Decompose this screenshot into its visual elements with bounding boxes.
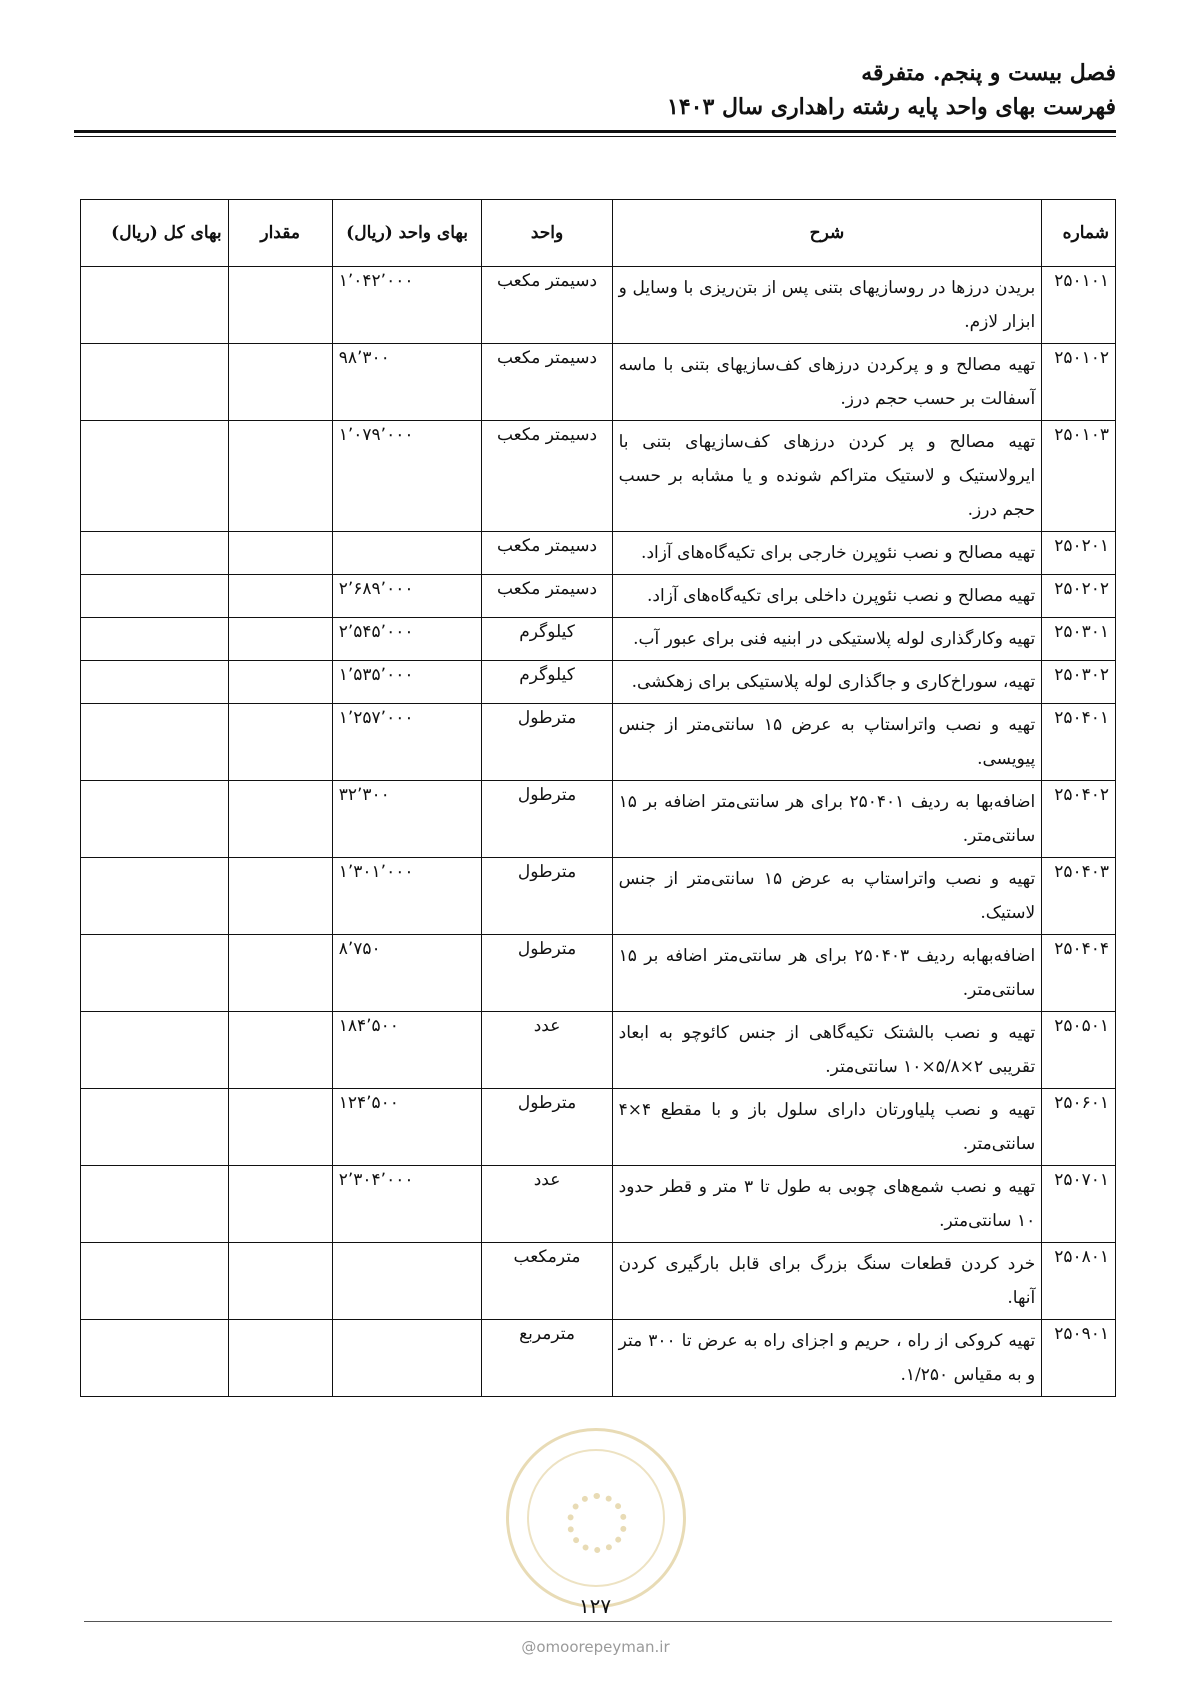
row-unit: دسیمتر مکعب xyxy=(482,532,612,575)
row-description: بریدن درزها در روسازیهای بتنی پس از بتن‌ریزی با وسایل و ابزار لازم. xyxy=(612,267,1042,344)
row-unit: دسیمتر مکعب xyxy=(482,267,612,344)
row-unit: کیلوگرم xyxy=(482,618,612,661)
column-header-unit-price: بهای واحد (ریال) xyxy=(332,200,482,267)
column-header-quantity: مقدار xyxy=(228,200,332,267)
row-total-price xyxy=(81,935,229,1012)
row-unit: مترطول xyxy=(482,704,612,781)
row-total-price xyxy=(81,267,229,344)
watermark-seal xyxy=(506,1428,686,1608)
table-row xyxy=(81,661,1116,704)
row-description: تهیه و نصب پلیاورتان دارای سلول باز و با مقطع ۴×۴ سانتی‌متر. xyxy=(612,1089,1042,1166)
row-code: ۲۵۰۴۰۲ xyxy=(1042,781,1116,858)
row-quantity xyxy=(228,575,332,618)
row-unit: مترطول xyxy=(482,858,612,935)
table-row xyxy=(81,1012,1116,1089)
price-table xyxy=(80,199,1116,1397)
page-header xyxy=(74,58,1116,122)
row-description: خرد کردن قطعات سنگ بزرگ برای قابل بارگیری کردن آنها. xyxy=(612,1243,1042,1320)
row-code: ۲۵۰۳۰۲ xyxy=(1042,661,1116,704)
row-quantity xyxy=(228,532,332,575)
table-row xyxy=(81,267,1116,344)
row-code: ۲۵۰۲۰۲ xyxy=(1042,575,1116,618)
header-rule-thick xyxy=(74,130,1116,133)
row-total-price xyxy=(81,421,229,532)
row-unit-price xyxy=(332,532,482,575)
table-row xyxy=(81,858,1116,935)
row-unit-price: ۹۸٬۳۰۰ xyxy=(332,344,482,421)
row-code: ۲۵۰۷۰۱ xyxy=(1042,1166,1116,1243)
website-watermark: @omoorepeyman.ir xyxy=(521,1638,670,1656)
row-quantity xyxy=(228,858,332,935)
row-unit: مترمربع xyxy=(482,1320,612,1397)
row-description: اضافه‌بها به ردیف ۲۵۰۴۰۱ برای هر سانتی‌متر اضافه بر ۱۵ سانتی‌متر. xyxy=(612,781,1042,858)
row-code: ۲۵۰۱۰۳ xyxy=(1042,421,1116,532)
row-description: تهیه و نصب شمع‌های چوبی به طول تا ۳ متر و قطر حدود ۱۰ سانتی‌متر. xyxy=(612,1166,1042,1243)
table-row xyxy=(81,781,1116,858)
row-quantity xyxy=(228,618,332,661)
row-quantity xyxy=(228,935,332,1012)
row-unit: عدد xyxy=(482,1012,612,1089)
table-row xyxy=(81,532,1116,575)
row-quantity xyxy=(228,267,332,344)
row-unit: مترطول xyxy=(482,935,612,1012)
row-quantity xyxy=(228,1089,332,1166)
row-unit-price: ۲٬۳۰۴٬۰۰۰ xyxy=(332,1166,482,1243)
row-unit: کیلوگرم xyxy=(482,661,612,704)
row-description: تهیه، سوراخ‌کاری و جاگذاری لوله پلاستیکی برای زهکشی. xyxy=(612,661,1042,704)
row-description: تهیه مصالح و نصب نئوپرن خارجی برای تکیه‌گاه‌های آزاد. xyxy=(612,532,1042,575)
row-unit-price: ۱٬۰۷۹٬۰۰۰ xyxy=(332,421,482,532)
row-unit-price: ۲٬۶۸۹٬۰۰۰ xyxy=(332,575,482,618)
row-unit: مترطول xyxy=(482,1089,612,1166)
row-code: ۲۵۰۴۰۱ xyxy=(1042,704,1116,781)
table-row xyxy=(81,1243,1116,1320)
row-quantity xyxy=(228,704,332,781)
row-description: تهیه و نصب بالشتک تکیه‌گاهی از جنس کائوچو به ابعاد تقریبی ۲×۵/۸×۱۰ سانتی‌متر. xyxy=(612,1012,1042,1089)
row-unit: مترمکعب xyxy=(482,1243,612,1320)
row-unit-price: ۱٬۵۳۵٬۰۰۰ xyxy=(332,661,482,704)
price-list-title: فهرست بهای واحد پایه رشته راهداری سال ۱۴۰۳ xyxy=(667,94,1116,120)
table-row xyxy=(81,1320,1116,1397)
column-header-unit: واحد xyxy=(482,200,612,267)
row-quantity xyxy=(228,344,332,421)
row-total-price xyxy=(81,858,229,935)
row-total-price xyxy=(81,344,229,421)
row-code: ۲۵۰۵۰۱ xyxy=(1042,1012,1116,1089)
row-unit: دسیمتر مکعب xyxy=(482,344,612,421)
row-description: تهیه کروکی از راه ، حریم و اجزای راه به عرض تا ۳۰۰ متر و به مقیاس ۱/۲۵۰. xyxy=(612,1320,1042,1397)
table-row xyxy=(81,1166,1116,1243)
row-unit-price: ۱٬۳۰۱٬۰۰۰ xyxy=(332,858,482,935)
row-total-price xyxy=(81,1089,229,1166)
row-quantity xyxy=(228,1320,332,1397)
row-code: ۲۵۰۳۰۱ xyxy=(1042,618,1116,661)
row-unit-price: ۲٬۵۴۵٬۰۰۰ xyxy=(332,618,482,661)
table-row xyxy=(81,935,1116,1012)
row-quantity xyxy=(228,661,332,704)
table-body xyxy=(81,267,1116,1397)
row-unit-price: ۱٬۲۵۷٬۰۰۰ xyxy=(332,704,482,781)
row-description: تهیه مصالح و پر کردن درزهای کف‌سازیهای بتنی با ایرولاستیک و لاستیک متراکم شونده و یا مشابه بر حسب حجم درز. xyxy=(612,421,1042,532)
row-description: تهیه و نصب واتراستاپ به عرض ۱۵ سانتی‌متر از جنس پیویسی. xyxy=(612,704,1042,781)
row-unit-price: ۱۸۴٬۵۰۰ xyxy=(332,1012,482,1089)
row-description: تهیه و نصب واتراستاپ به عرض ۱۵ سانتی‌متر از جنس لاستیک. xyxy=(612,858,1042,935)
gear-icon xyxy=(567,1493,627,1553)
row-total-price xyxy=(81,661,229,704)
table-header-row xyxy=(81,200,1116,267)
row-quantity xyxy=(228,781,332,858)
column-header-description: شرح xyxy=(612,200,1042,267)
row-quantity xyxy=(228,1243,332,1320)
row-quantity xyxy=(228,1166,332,1243)
row-unit: دسیمتر مکعب xyxy=(482,421,612,532)
row-total-price xyxy=(81,1012,229,1089)
row-code: ۲۵۰۴۰۳ xyxy=(1042,858,1116,935)
footer-rule xyxy=(84,1621,1112,1622)
row-unit: عدد xyxy=(482,1166,612,1243)
row-code: ۲۵۰۸۰۱ xyxy=(1042,1243,1116,1320)
row-total-price xyxy=(81,575,229,618)
row-quantity xyxy=(228,1012,332,1089)
row-total-price xyxy=(81,1243,229,1320)
row-unit-price: ۳۲٬۳۰۰ xyxy=(332,781,482,858)
row-total-price xyxy=(81,618,229,661)
row-unit: مترطول xyxy=(482,781,612,858)
table-row xyxy=(81,618,1116,661)
row-description: تهیه مصالح و و پرکردن درزهای کف‌سازیهای بتنی با ماسه آسفالت بر حسب حجم درز. xyxy=(612,344,1042,421)
row-total-price xyxy=(81,781,229,858)
row-description: تهیه وکارگذاری لوله پلاستیکی در ابنیه فنی برای عبور آب. xyxy=(612,618,1042,661)
row-total-price xyxy=(81,1166,229,1243)
row-code: ۲۵۰۱۰۱ xyxy=(1042,267,1116,344)
column-header-number: شماره xyxy=(1042,200,1116,267)
row-total-price xyxy=(81,704,229,781)
row-unit: دسیمتر مکعب xyxy=(482,575,612,618)
row-description: اضافه‌بهابه ردیف ۲۵۰۴۰۳ برای هر سانتی‌متر اضافه بر ۱۵ سانتی‌متر. xyxy=(612,935,1042,1012)
row-unit-price: ۸٬۷۵۰ xyxy=(332,935,482,1012)
row-code: ۲۵۰۶۰۱ xyxy=(1042,1089,1116,1166)
row-unit-price: ۱٬۰۴۲٬۰۰۰ xyxy=(332,267,482,344)
row-unit-price: ۱۲۴٬۵۰۰ xyxy=(332,1089,482,1166)
row-code: ۲۵۰۱۰۲ xyxy=(1042,344,1116,421)
table-row xyxy=(81,575,1116,618)
row-total-price xyxy=(81,1320,229,1397)
table-row xyxy=(81,344,1116,421)
row-code: ۲۵۰۴۰۴ xyxy=(1042,935,1116,1012)
row-total-price xyxy=(81,532,229,575)
table-row xyxy=(81,704,1116,781)
row-unit-price xyxy=(332,1243,482,1320)
chapter-title: فصل بیست و پنجم. متفرقه xyxy=(861,60,1116,86)
row-quantity xyxy=(228,421,332,532)
row-code: ۲۵۰۲۰۱ xyxy=(1042,532,1116,575)
table-row xyxy=(81,421,1116,532)
column-header-total-price: بهای کل (ریال) xyxy=(81,200,229,267)
row-description: تهیه مصالح و نصب نئوپرن داخلی برای تکیه‌گاه‌های آزاد. xyxy=(612,575,1042,618)
row-unit-price xyxy=(332,1320,482,1397)
header-rule-thin xyxy=(74,136,1116,137)
page-number: ۱۲۷ xyxy=(578,1594,612,1618)
table-row xyxy=(81,1089,1116,1166)
row-code: ۲۵۰۹۰۱ xyxy=(1042,1320,1116,1397)
